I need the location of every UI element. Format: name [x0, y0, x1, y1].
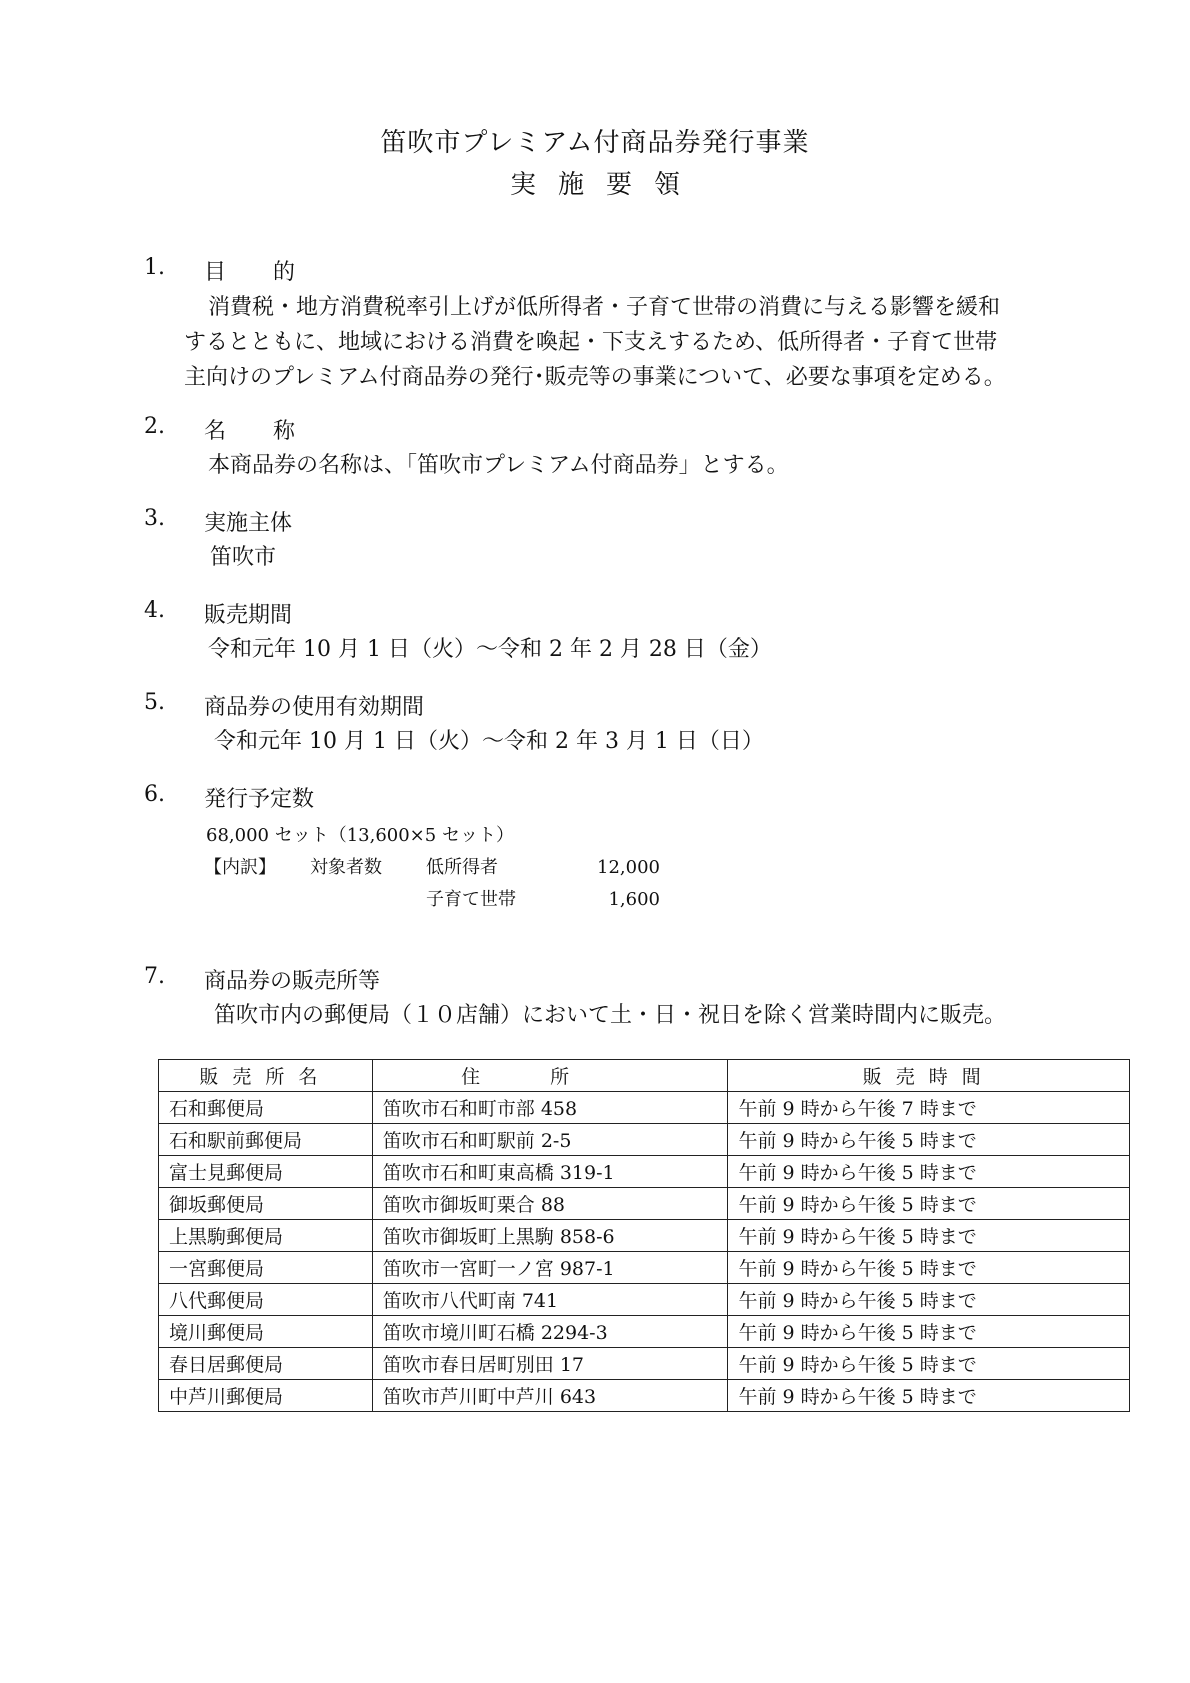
section-4-number: 4.: [144, 598, 165, 623]
table-row: [159, 1220, 1130, 1252]
store-table: [158, 1059, 1130, 1412]
section-2-body: 本商品券の名称は、「笛吹市プレミアム付商品券」とする。: [208, 453, 789, 478]
store-name: 八代郵便局: [159, 1284, 373, 1316]
header-address: 住所: [372, 1060, 728, 1092]
section-2-number: 2.: [144, 414, 165, 439]
section-1-line-2: するとともに、地域における消費を喚起・下支えするため、低所得者・子育て世帯: [184, 330, 998, 355]
store-name: 石和駅前郵便局: [159, 1124, 373, 1156]
store-address: 笛吹市石和町駅前 2-5: [372, 1124, 728, 1156]
header-hours: 販売時間: [728, 1060, 1130, 1092]
section-6-category-2: 子育て世帯: [426, 889, 516, 910]
store-address: 笛吹市八代町南 741: [372, 1284, 728, 1316]
table-row: [159, 1252, 1130, 1284]
store-address: 笛吹市石和町東高橋 319-1: [372, 1156, 728, 1188]
section-6-breakdown-label: 【内訳】: [204, 857, 276, 878]
store-name: 石和郵便局: [159, 1092, 373, 1124]
store-hours: 午前 9 時から午後 5 時まで: [728, 1316, 1130, 1348]
store-name: 上黒駒郵便局: [159, 1220, 373, 1252]
store-hours: 午前 9 時から午後 5 時まで: [728, 1156, 1130, 1188]
section-5-body: 令和元年 10 月 1 日（火）～令和 2 年 3 月 1 日（日）: [214, 729, 764, 754]
store-address: 笛吹市一宮町一ノ宮 987-1: [372, 1252, 728, 1284]
section-6-count-2: 1,600: [608, 889, 660, 910]
section-6-heading: 発行予定数: [204, 787, 315, 812]
store-hours: 午前 9 時から午後 5 時まで: [728, 1220, 1130, 1252]
store-name: 御坂郵便局: [159, 1188, 373, 1220]
table-header-row: [159, 1060, 1130, 1092]
store-address: 笛吹市御坂町上黒駒 858-6: [372, 1220, 728, 1252]
store-name: 春日居郵便局: [159, 1348, 373, 1380]
store-hours: 午前 9 時から午後 5 時まで: [728, 1380, 1130, 1412]
store-address: 笛吹市春日居町別田 17: [372, 1348, 728, 1380]
store-name: 富士見郵便局: [159, 1156, 373, 1188]
section-2-heading: 名 称: [204, 419, 315, 444]
section-1-heading: 目 的: [204, 260, 315, 285]
table-row: [159, 1348, 1130, 1380]
store-address: 笛吹市芦川町中芦川 643: [372, 1380, 728, 1412]
section-4-body: 令和元年 10 月 1 日（火）～令和 2 年 2 月 28 日（金）: [208, 637, 772, 662]
document-subtitle: 実施要領: [509, 170, 702, 200]
section-7-number: 7.: [144, 964, 165, 989]
section-6-total: 68,000 セット（13,600×5 セット）: [206, 825, 514, 846]
table-row: [159, 1284, 1130, 1316]
section-1-line-3: 主向けのプレミアム付商品券の発行･販売等の事業について、必要な事項を定める。: [184, 365, 1006, 390]
store-hours: 午前 9 時から午後 5 時まで: [728, 1348, 1130, 1380]
document-title: 笛吹市プレミアム付商品券発行事業: [380, 128, 810, 158]
table-row: [159, 1156, 1130, 1188]
store-name: 中芦川郵便局: [159, 1380, 373, 1412]
store-hours: 午前 9 時から午後 5 時まで: [728, 1252, 1130, 1284]
section-4-heading: 販売期間: [204, 603, 293, 628]
table-row: [159, 1124, 1130, 1156]
store-hours: 午前 9 時から午後 5 時まで: [728, 1188, 1130, 1220]
section-6-count-1: 12,000: [597, 857, 660, 878]
store-name: 境川郵便局: [159, 1316, 373, 1348]
store-hours: 午前 9 時から午後 7 時まで: [728, 1092, 1130, 1124]
table-row: [159, 1316, 1130, 1348]
store-hours: 午前 9 時から午後 5 時まで: [728, 1124, 1130, 1156]
table-row: [159, 1188, 1130, 1220]
header-store-name: 販売所名: [159, 1060, 373, 1092]
section-3-heading: 実施主体: [204, 511, 293, 536]
section-7-heading: 商品券の販売所等: [204, 969, 381, 994]
section-6-category-1: 低所得者: [426, 857, 498, 878]
store-address: 笛吹市石和町市部 458: [372, 1092, 728, 1124]
section-1-line-1: 消費税・地方消費税率引上げが低所得者・子育て世帯の消費に与える影響を緩和: [208, 295, 1001, 320]
section-1-body: [184, 290, 1084, 395]
section-5-heading: 商品券の使用有効期間: [204, 695, 425, 720]
table-row: [159, 1092, 1130, 1124]
section-1-number: 1.: [144, 255, 165, 280]
section-7-body: 笛吹市内の郵便局（１０店舗）において土・日・祝日を除く営業時間内に販売。: [214, 1003, 1007, 1028]
store-address: 笛吹市御坂町栗合 88: [372, 1188, 728, 1220]
store-address: 笛吹市境川町石橋 2294-3: [372, 1316, 728, 1348]
section-6-target-label: 対象者数: [310, 857, 382, 878]
section-3-number: 3.: [144, 506, 165, 531]
table-row: [159, 1380, 1130, 1412]
section-3-body: 笛吹市: [210, 545, 277, 570]
section-5-number: 5.: [144, 690, 165, 715]
section-6-number: 6.: [144, 782, 165, 807]
store-hours: 午前 9 時から午後 5 時まで: [728, 1284, 1130, 1316]
store-name: 一宮郵便局: [159, 1252, 373, 1284]
